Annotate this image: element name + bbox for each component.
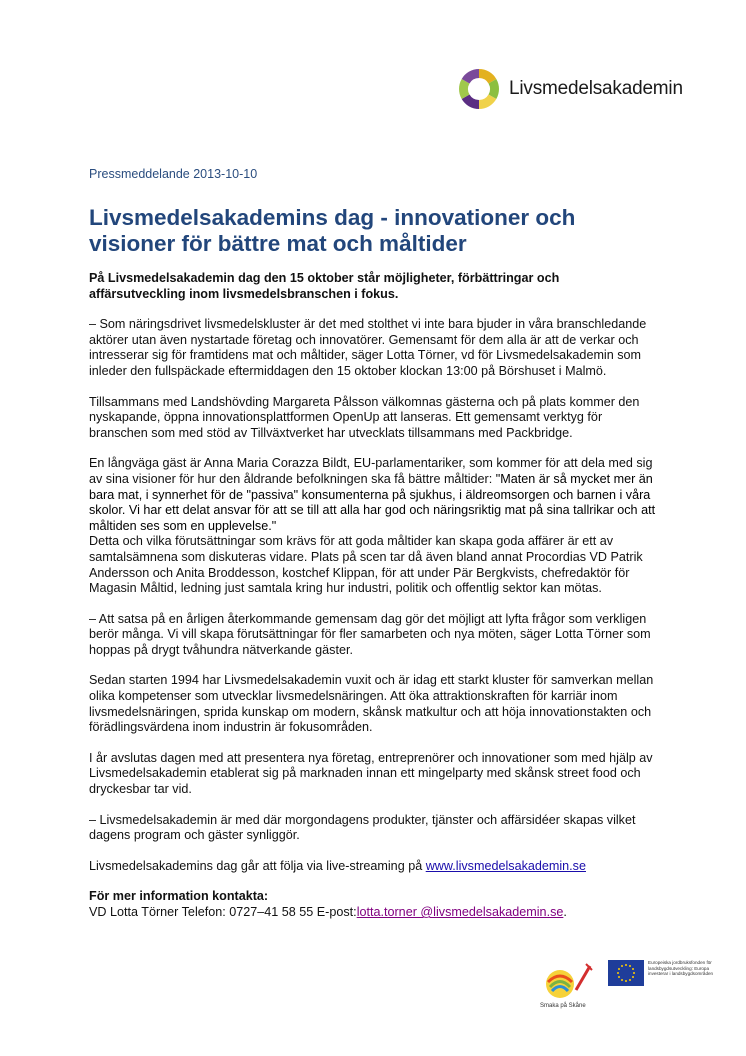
- paragraph-9: [89, 859, 659, 875]
- livestream-text: Livsmedelsakademins dag går att följa via live-streaming på: [89, 858, 426, 873]
- page-title: Livsmedelsakademins dag - innovationer och visioner för bättre mat och måltider: [89, 205, 576, 256]
- paragraph-3-quote: "Maten är så mycket mer än bara mat, i synnerhet för de "passiva" konsumenterna på sjukhus, i äldreomsorgen och barnen i våra skolor. Vi har ett delat ansvar för att se till att alla har god och näringsriktig mat på sina tallrikar och att måltiden ses som en upplevelse.": [89, 471, 656, 533]
- lead-paragraph: På Livsmedelsakademin dag den 15 oktober står möjligheter, förbättringar och affärsutveckling inom livsmedelsbranschen i fokus.: [89, 271, 560, 301]
- paragraph-7: I år avslutas dagen med att presentera nya företag, entreprenörer och innovationer som med hjälp av Livsmedelsakademin etablerat sig på marknaden innan ett mingelparty med skånsk street food och dryckesbar tar vid.: [89, 750, 653, 797]
- smaka-text: Smaka på Skåne: [540, 1003, 586, 1009]
- paragraph-1: – Som näringsdrivet livsmedelskluster är det med stolthet vi inte bara bjuder in våra branschledande aktörer utan även nystartade företag och innovatörer. Gemensamt för dem alla är att de verkar och intresserar sig för framtidens mat och måltider, säger Lotta Törner, vd för Livsmedelsakademin som inleder den fullspäckade eftermiddagen den 15 oktober klockan 13:00 på Börshuset i Malmö.: [89, 317, 647, 378]
- logo-text: Livsmedelsakademin: [509, 78, 683, 99]
- contact-heading: För mer information kontakta:: [89, 889, 269, 904]
- paragraph-3-intro: En långväga gäst är Anna Maria Corazza Bildt, EU-parlamentariker, som kommer för att dela med sig av sina visioner för hur den åldrande befolkningen ska få bättre måltider:: [89, 456, 653, 486]
- website-link[interactable]: www.livsmedelsakademin.se: [425, 858, 586, 873]
- eu-flag-icon: [608, 960, 644, 986]
- dateline: Pressmeddelande 2013-10-10: [89, 167, 258, 181]
- article: [89, 167, 659, 921]
- eu-text: Europeiska jordbruksfonden för landsbygdsutveckling: Europa investerar i landsbygdsområden: [648, 960, 714, 977]
- paragraph-2: Tillsammans med Landshövding Margareta Pålsson välkomnas gästerna och på plats kommer den nyskapande, öppna innovationsplattformen OpenUp att lanseras. Ett gemensamt verktyg för branschen som med stöd av Tillväxtverket har utvecklats tillsammans med Packbridge.: [89, 394, 640, 440]
- paragraph-4: Detta och vilka förutsättningar som krävs för att goda måltider kan skapa goda affärer är ett av samtalsämnena som diskuteras vidare. Plats på scen tar då även bland annat Procordias VD Patrik Andersson och Anita Broddesson, kostchef Klippan, för att under Pär Bergkvists, chefredaktör för Magasin Måltid, ledning just samtala kring hur industri, politik och offentlig sektor kan mötas.: [89, 534, 643, 596]
- contact-trailing: .: [563, 905, 567, 919]
- paragraph-6: Sedan starten 1994 har Livsmedelsakademin vuxit och är idag ett starkt kluster för samverkan mellan olika kompetenser som utvecklar livsmedelsnäringen. Att öka attraktionskraften för karriär inom livsmedelsnäringen, sprida kunskap om modern, skånsk matkultur och att höja innovationstakten och förädlingsvärdena inom industrin är fokusområden.: [89, 673, 654, 735]
- fork-plate-icon: [540, 960, 596, 1004]
- paragraph-5: – Att satsa på en årligen återkommande gemensam dag gör det möjligt att lyfta frågor som verkligen berör många. Vi vill skapa förutsättningar för fler samarbeten och nya möten, säger Lotta Törner som hoppas på drygt tvåhundra nätverkande gäster.: [89, 611, 651, 657]
- smaka-pa-skane-logo: [540, 960, 596, 1016]
- livsmedelsakademin-logo: [457, 67, 683, 111]
- contact-email-link[interactable]: lotta.torner @livsmedelsakademin.se: [356, 905, 564, 919]
- paragraph-3: [89, 456, 659, 534]
- paragraph-8: – Livsmedelsakademin är med där morgondagens produkter, tjänster och affärsidéer skapas vilket dagens program och gäster synliggör.: [89, 812, 636, 843]
- footer-logos: [540, 960, 718, 1016]
- contact-block: [89, 889, 659, 920]
- logo-ring-icon: [457, 67, 501, 111]
- contact-line: VD Lotta Törner Telefon: 0727–41 58 55 E-post:: [89, 905, 357, 919]
- eu-logo: [608, 960, 718, 986]
